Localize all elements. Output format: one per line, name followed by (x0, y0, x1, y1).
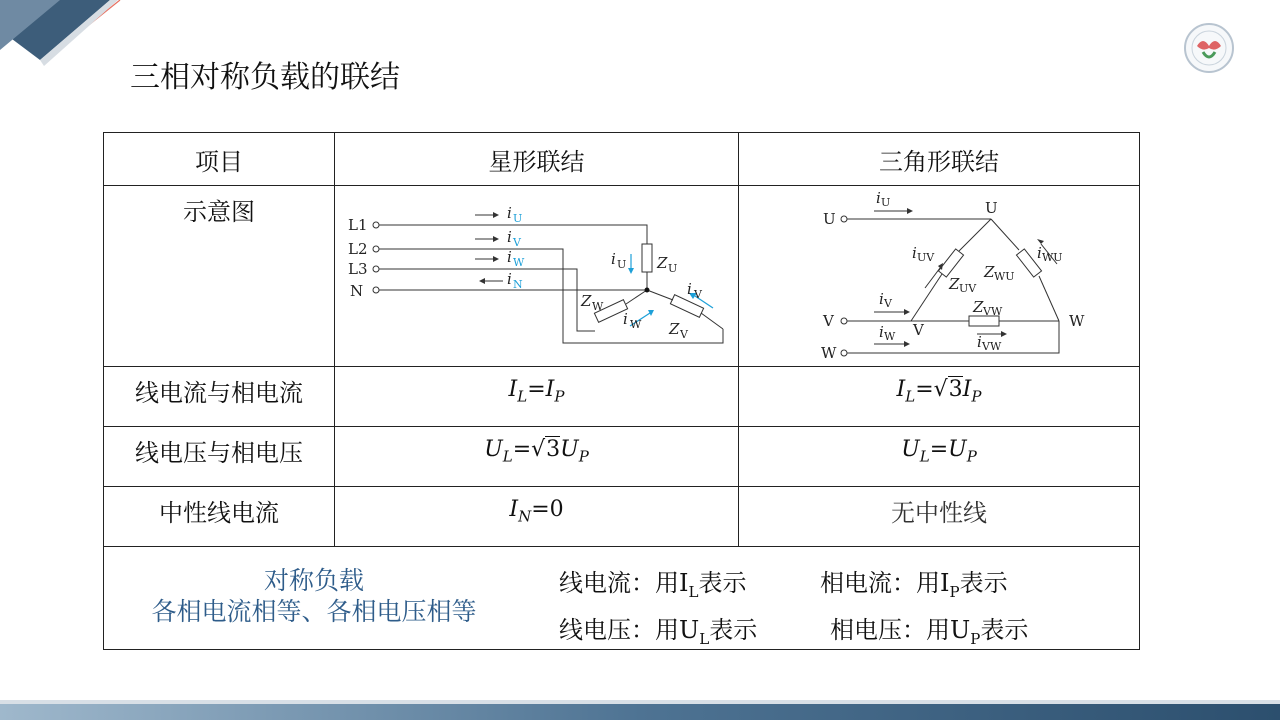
svg-text:i: i (507, 228, 512, 246)
svg-text:i: i (912, 244, 917, 262)
summary-line-1: 对称负载 (263, 566, 364, 595)
star-neutral-formula: $I_N=0$ (335, 487, 739, 547)
svg-text:Z: Z (973, 298, 984, 316)
svg-text:i: i (977, 333, 982, 351)
svg-text:i: i (879, 323, 884, 341)
svg-text:W: W (884, 330, 896, 343)
comparison-table (103, 132, 1140, 650)
svg-text:U: U (823, 210, 836, 228)
summary-row (104, 547, 1140, 650)
svg-text:N: N (513, 278, 523, 291)
header-star: 星形联结 (335, 133, 739, 186)
neutral-row-label: 中性线电流 (104, 487, 335, 547)
svg-text:U: U (985, 199, 998, 217)
svg-text:V: V (694, 288, 702, 301)
svg-text:i: i (507, 270, 512, 288)
legend-line-current: 线电流：用$I_L$表示 (559, 569, 747, 601)
legend-phase-voltage: 相电压：用$U_P$表示 (830, 616, 1029, 648)
svg-text:U: U (617, 258, 627, 271)
diagram-label: 示意图 (104, 186, 335, 367)
svg-text:V: V (884, 297, 892, 310)
svg-text:WU: WU (994, 270, 1015, 283)
header-item: 项目 (104, 133, 335, 186)
svg-text:VW: VW (983, 305, 1003, 318)
delta-connection-diagram (739, 186, 1138, 366)
svg-text:U: U (513, 212, 523, 225)
star-connection-diagram (335, 186, 737, 366)
svg-text:Z: Z (581, 292, 592, 310)
svg-text:i: i (623, 310, 628, 328)
svg-text:UV: UV (917, 251, 935, 264)
star-diagram-cell (335, 186, 739, 367)
svg-text:i: i (611, 250, 616, 268)
delta-current-formula: $I_L=√3I_P$ (739, 367, 1140, 427)
diagram-row (104, 186, 1140, 367)
svg-text:Z: Z (949, 275, 960, 293)
svg-text:N: N (350, 282, 364, 300)
svg-text:V: V (823, 312, 834, 330)
school-logo (1183, 22, 1235, 74)
svg-text:L1: L1 (348, 216, 368, 234)
summary-line-2: 各相电流相等、各相电压相等 (151, 597, 477, 626)
legend-line-voltage: 线电压：用$U_L$表示 (559, 616, 758, 648)
neutral-row (104, 487, 1140, 547)
header-delta: 三角形联结 (739, 133, 1140, 186)
svg-text:i: i (507, 204, 512, 222)
svg-text:W: W (821, 344, 837, 362)
svg-text:V: V (680, 328, 688, 341)
svg-text:i: i (879, 290, 884, 308)
svg-text:i: i (1037, 244, 1042, 262)
slide-title: 三相对称负载的联结 (130, 60, 400, 95)
summary-cell (104, 547, 1140, 650)
svg-text:i: i (687, 280, 692, 298)
current-row (104, 367, 1140, 427)
delta-neutral-text: 无中性线 (739, 487, 1140, 547)
svg-text:VW: VW (982, 340, 1002, 353)
svg-text:V: V (913, 321, 924, 339)
legend-phase-current: 相电流：用$I_P$表示 (820, 569, 1008, 601)
svg-text:W: W (513, 256, 525, 269)
svg-text:Z: Z (984, 263, 995, 281)
svg-text:V: V (513, 236, 521, 249)
voltage-row (104, 427, 1140, 487)
svg-text:W: W (592, 300, 604, 313)
svg-text:Z: Z (657, 254, 668, 272)
star-current-formula: $I_L=I_P$ (335, 367, 739, 427)
star-voltage-formula: $U_L=√3U_P$ (335, 427, 739, 487)
delta-diagram-cell (739, 186, 1140, 367)
summary-note (104, 565, 524, 627)
current-row-label: 线电流与相电流 (104, 367, 335, 427)
voltage-row-label: 线电压与相电压 (104, 427, 335, 487)
svg-text:L3: L3 (348, 260, 368, 278)
svg-text:WU: WU (1042, 251, 1063, 264)
svg-text:L2: L2 (348, 240, 368, 258)
delta-voltage-formula: $U_L=U_P$ (739, 427, 1140, 487)
table-header-row (104, 133, 1140, 186)
footer-bar (0, 704, 1280, 720)
svg-text:i: i (507, 248, 512, 266)
svg-text:Z: Z (669, 320, 680, 338)
svg-text:U: U (881, 196, 891, 209)
svg-text:W: W (1069, 312, 1085, 330)
svg-text:W: W (630, 318, 642, 331)
svg-text:UV: UV (959, 282, 977, 295)
svg-text:U: U (668, 262, 678, 275)
svg-text:i: i (876, 189, 881, 207)
